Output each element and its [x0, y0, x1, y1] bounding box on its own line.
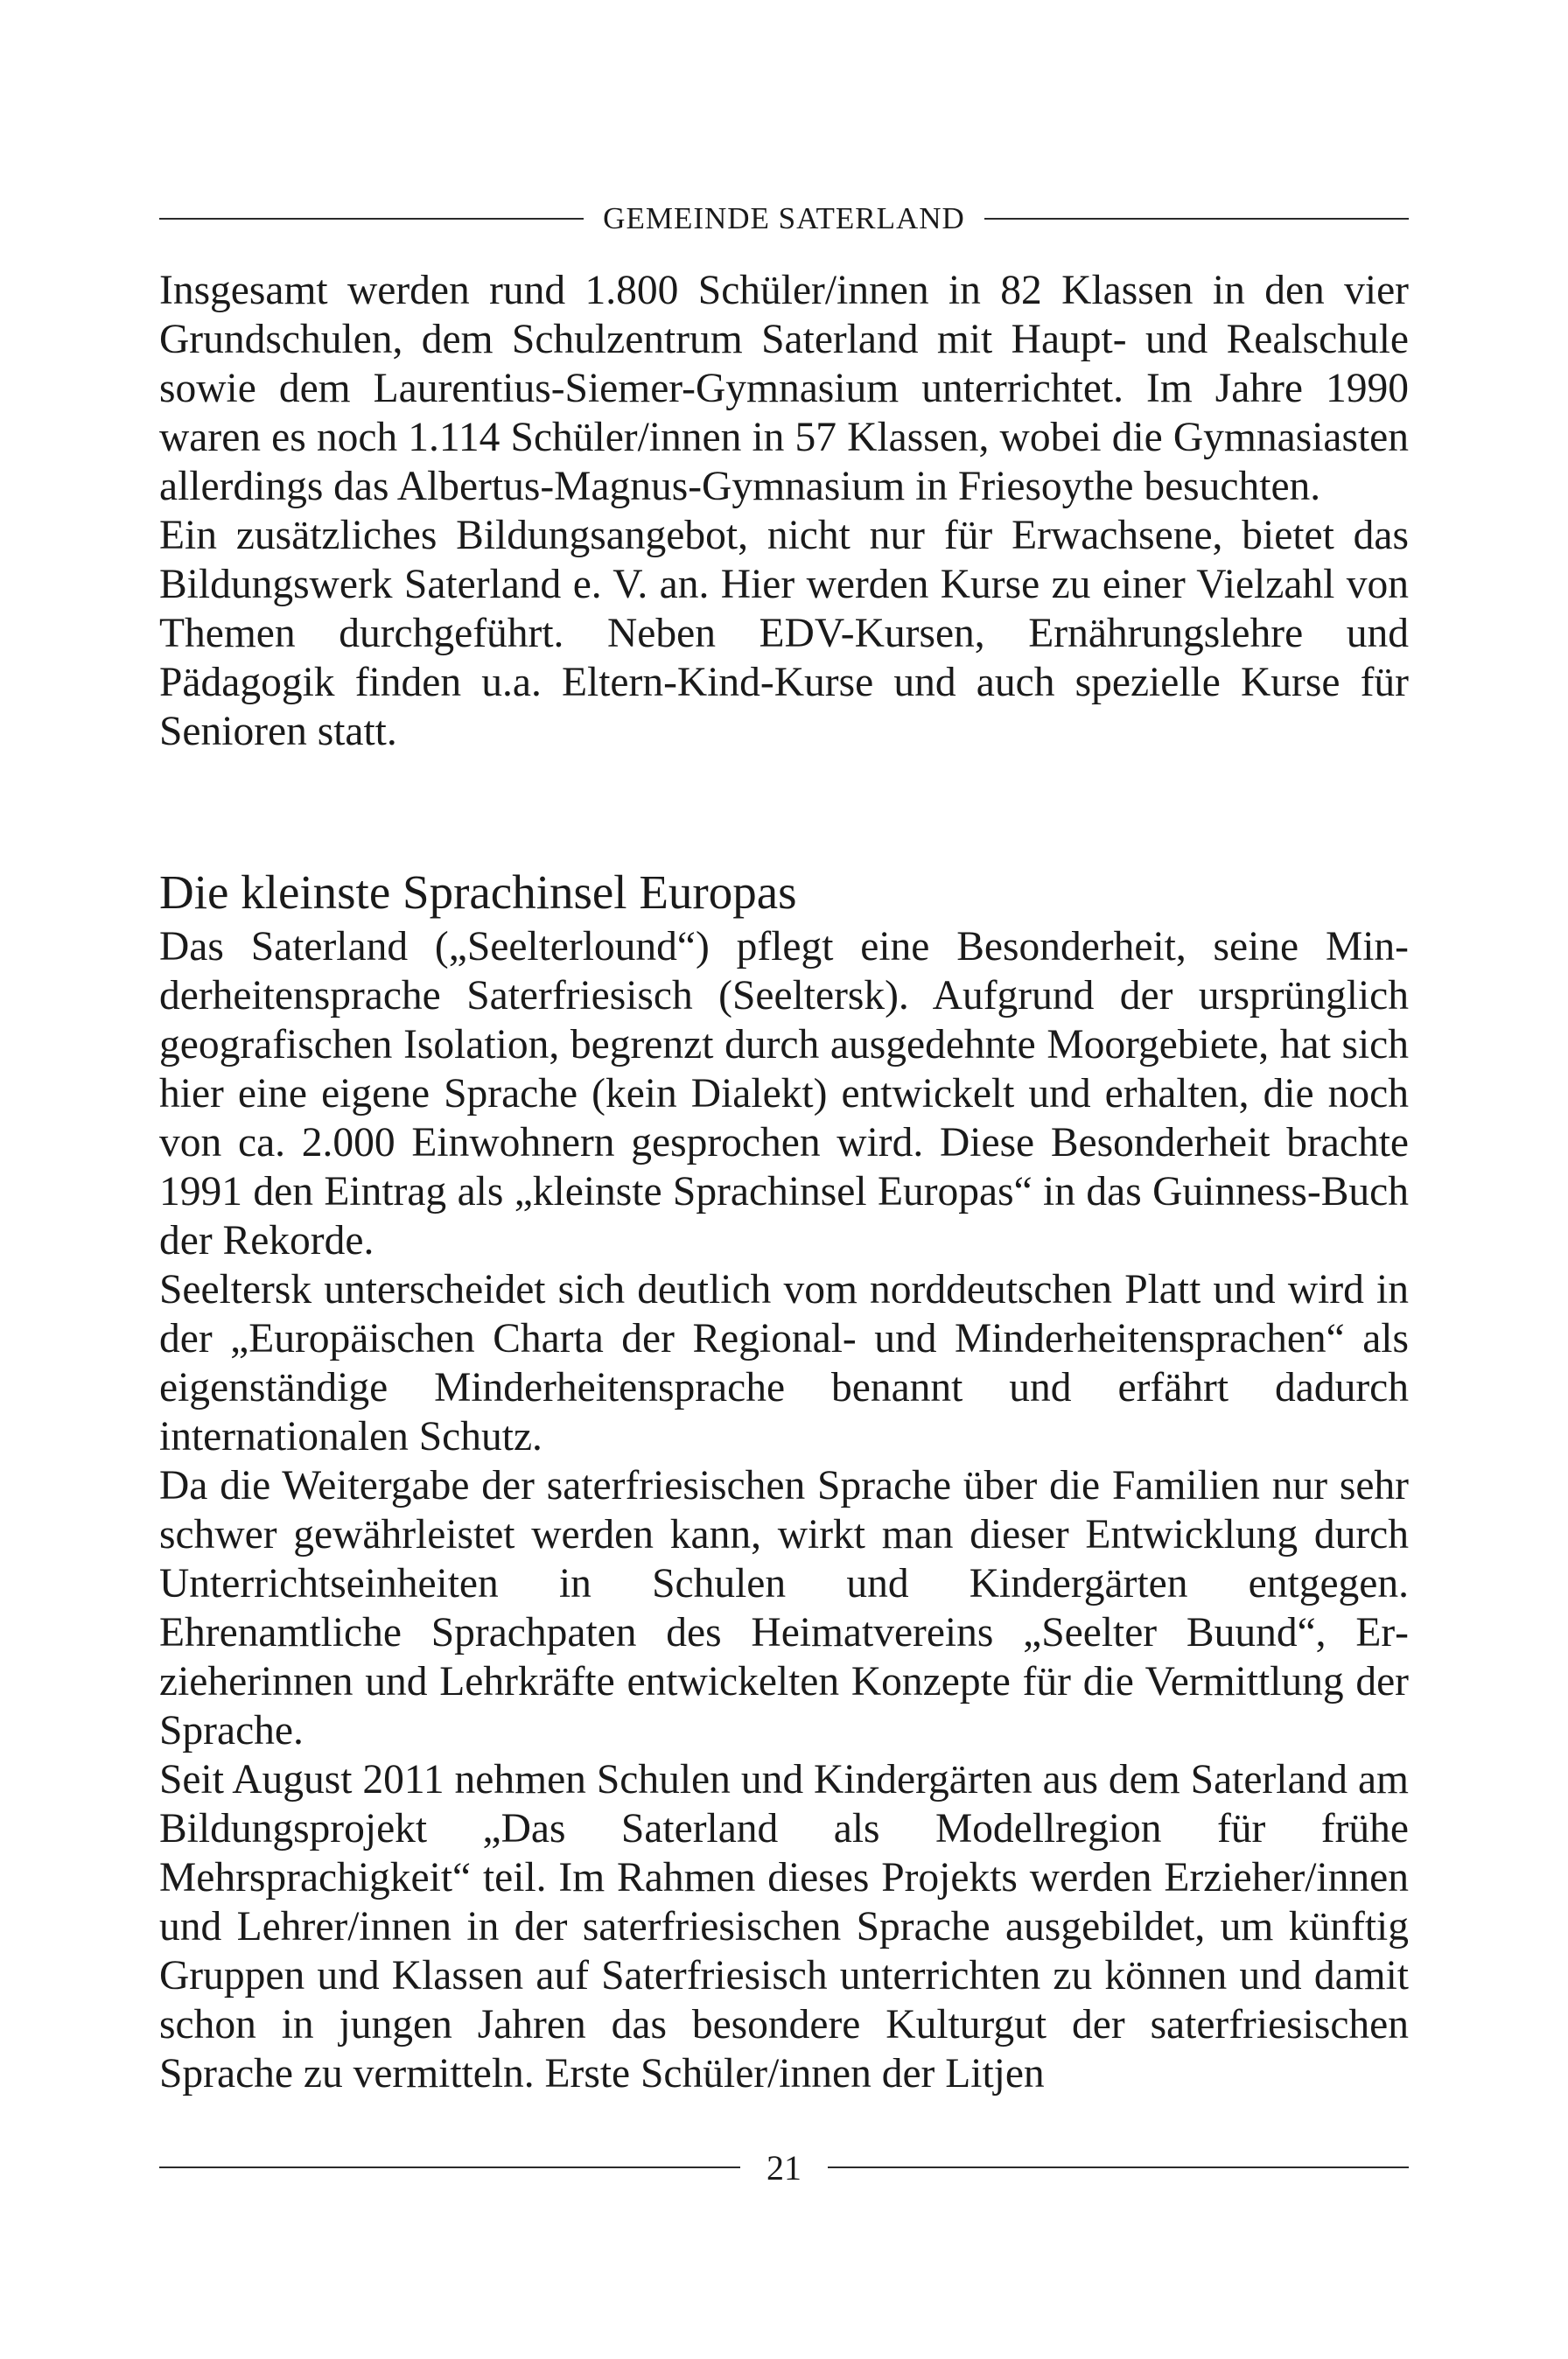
header-rule-right — [984, 218, 1409, 220]
footer-rule-left — [159, 2166, 740, 2168]
section-heading: Die kleinste Sprachinsel Europas — [159, 865, 797, 919]
header-rule-left — [159, 218, 584, 220]
page-footer — [159, 2142, 1409, 2193]
paragraph: Das Saterland („Seelterlound“) pflegt eine Besonderheit, seine Minderheitensprache Saterfriesisch (Seeltersk). Aufgrund der ursprünglich geografischen Isolation, begrenzt durch ausgedehnte Moorgebiete, hat sich hier eine eigene Sprache (kein Dialekt) entwickelt und erhalten, die noch von ca. 2.000 Einwohnern gesprochen wird. Diese Besonderheit brachte 1991 den Eintrag als „kleinste Sprachinsel Europas“ in das Guinness-Buch der Rekorde. — [159, 924, 1409, 1264]
paragraph: Seit August 2011 nehmen Schulen und Kindergärten aus dem Saterland am Bildungsprojekt „Das Saterland als Modellregion für frühe Mehrsprachigkeit“ teil. Im Rahmen dieses Projekts werden Erzieher/​innen und Lehrer/innen in der saterfriesischen Sprache ausgebildet, um künftig Gruppen und Klassen auf Saterfriesisch unterrichten zu können und damit schon in jungen Jahren das besondere Kulturgut der saterfriesischen Sprache zu vermitteln. Erste Schüler/innen der Litjen — [159, 1757, 1409, 2096]
paragraph: Ein zusätzliches Bildungsangebot, nicht nur für Erwachsene, bietet das Bildungswerk Saterland e. V. an. Hier werden Kurse zu einer Vielzahl von Themen durchgeführt. Neben EDV-Kursen, Ernährungslehre und Pädagogik finden u.a. Eltern-Kind-Kurse und auch spezielle Kurse für Senioren statt. — [159, 513, 1409, 754]
page-number: 21 — [766, 2147, 802, 2188]
running-header — [159, 194, 1409, 243]
body-text — [159, 266, 1409, 2098]
paragraph: Da die Weitergabe der saterfriesischen Sprache über die Familien nur sehr schwer gewährleistet werden kann, wirkt man dieser Entwicklung durch Unterrichtseinheiten in Schulen und Kindergärten entgegen. Ehrenamtliche Sprachpaten des Heimatvereins „Seelter Buund“, Erzieherinnen und Lehrkräfte entwickelten Konzepte für die Vermittlung der Sprache. — [159, 1463, 1409, 1754]
paragraph: Insgesamt werden rund 1.800 Schüler/innen in 82 Klassen in den vier Grundschulen, dem Schulzentrum Saterland mit Haupt- und Realschule sowie dem Laurentius-Siemer-Gymnasium unterrichtet. Im Jahre 1990 waren es noch 1.114 Schüler/innen in 57 Klassen, wobei die Gymnasiasten allerdings das Albertus-Magnus-Gymnasium in Friesoythe besuchten. — [159, 268, 1409, 509]
paragraph: Seeltersk unterscheidet sich deutlich vom norddeutschen Platt und wird in der „Europäischen Charta der Regional- und Minderheitensprachen“ als eigenständige Minderheitensprache benannt und erfährt dadurch internationalen Schutz. — [159, 1267, 1409, 1460]
footer-rule-right — [828, 2166, 1409, 2168]
running-title: GEMEINDE SATERLAND — [603, 201, 965, 235]
